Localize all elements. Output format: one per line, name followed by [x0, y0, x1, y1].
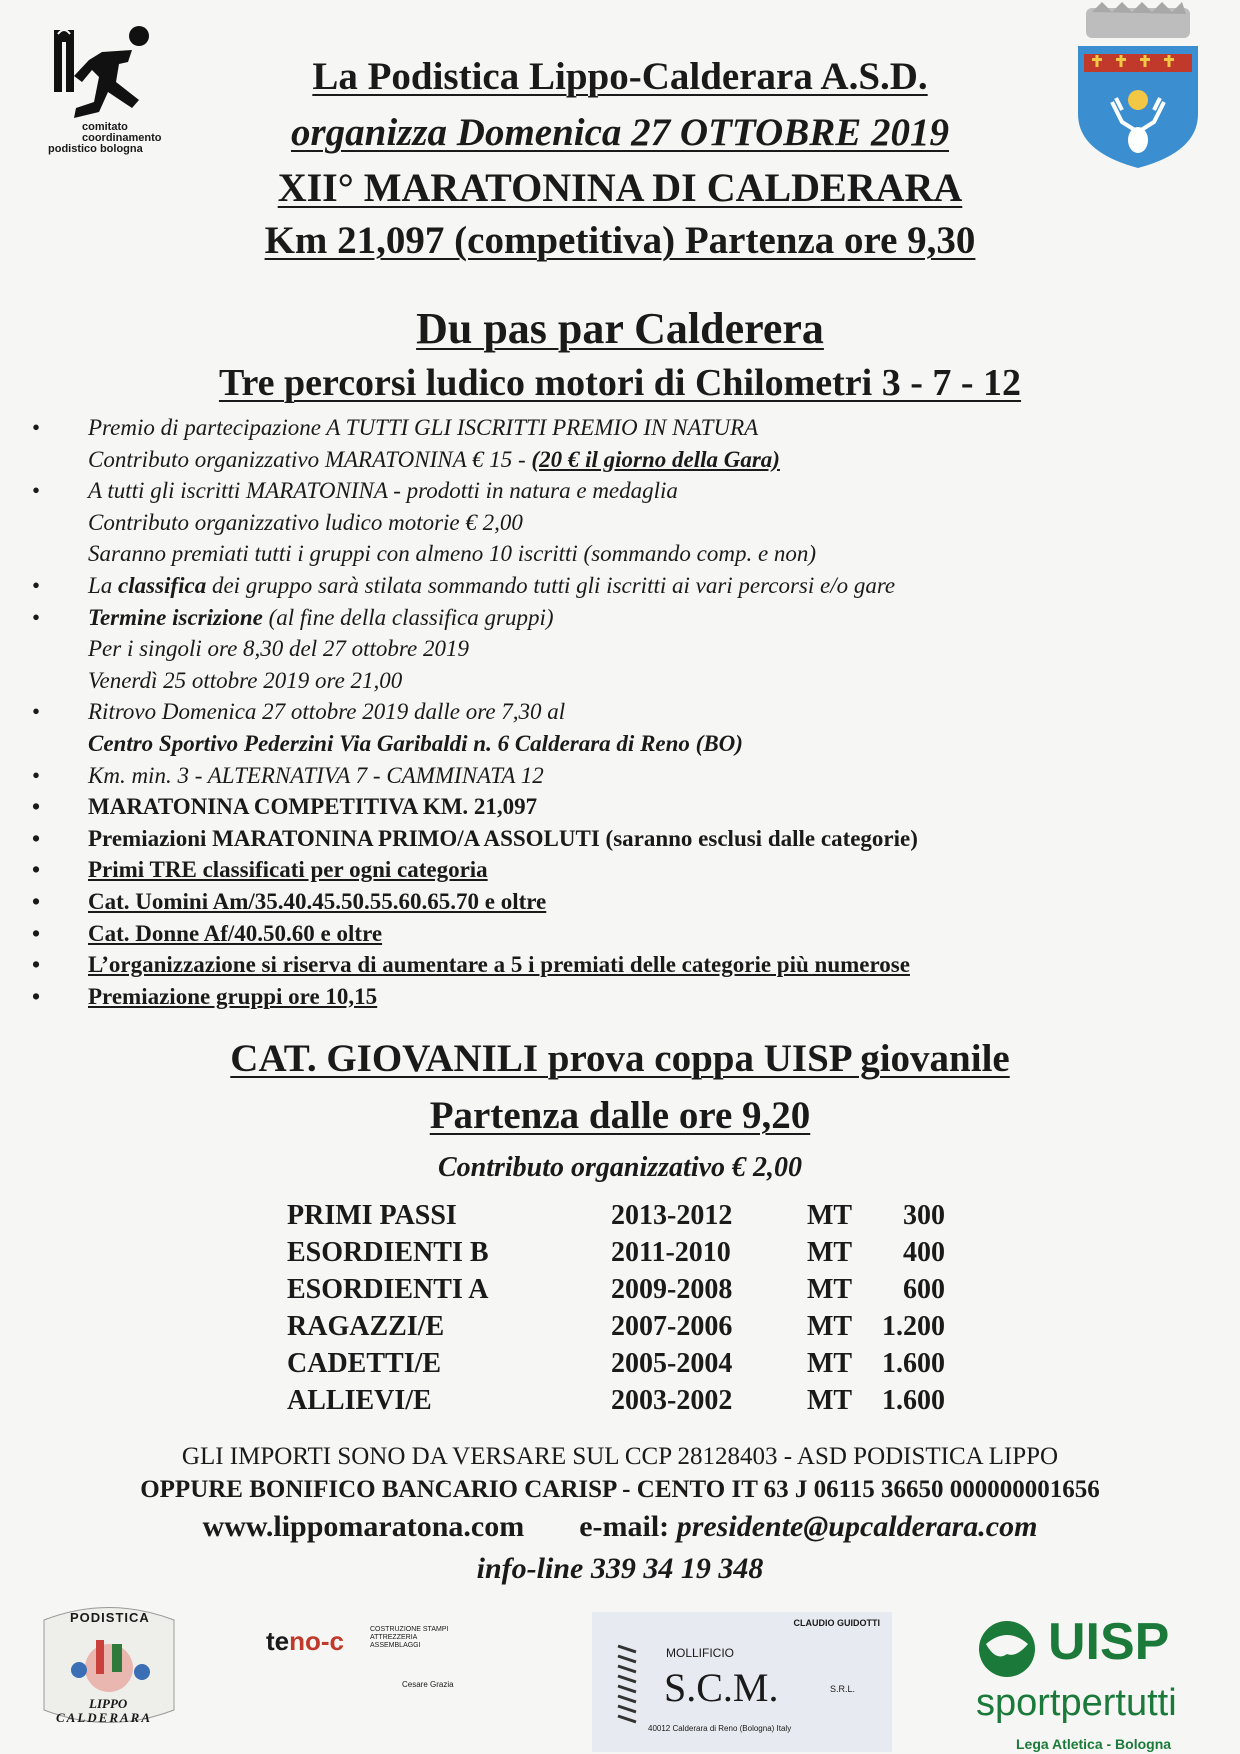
list-item: • La classifica dei gruppo sarà stilata sommando tutti gli iscritti ai vari percorsi e/o gare [32, 572, 896, 598]
sponsor-uisp [968, 1612, 1224, 1752]
payment-ccp: GLI IMPORTI SONO DA VERSARE SUL CCP 28128403 - ASD PODISTICA LIPPO [181, 1443, 1059, 1470]
scm-suffix: S.R.L. [830, 1684, 856, 1694]
scm-brand: S.C.M. [664, 1665, 779, 1710]
uisp-sub: Lega Atletica - Bologna [1016, 1736, 1172, 1752]
email-link[interactable]: presidente@upcalderara.com [676, 1510, 1038, 1543]
list-item: • L’organizzazione si riserva di aumentare a 5 i premiati delle categorie più numerose [32, 952, 910, 978]
category-row: ESORDIENTI A 2009-2008 MT 600 [287, 1274, 945, 1305]
list-item: • Km. min. 3 - ALTERNATIVA 7 - CAMMINATA 12 [32, 762, 544, 788]
list-item: Venerdì 25 ottobre 2019 ore 21,00 [88, 667, 403, 693]
sponsor-scm [592, 1612, 892, 1752]
sponsor-podistica [34, 1600, 184, 1730]
category-row: RAGAZZI/E 2007-2006 MT 1.200 [287, 1311, 945, 1342]
tecnoc-contact: Cesare Grazia [402, 1680, 454, 1689]
list-item: • Termine iscrizione (al fine della classifica gruppi) [32, 604, 554, 630]
podistica-top: PODISTICA [70, 1610, 150, 1625]
contact-line [0, 1510, 1240, 1544]
youth-start: Partenza dalle ore 9,20 [429, 1094, 811, 1137]
list-item: Contributo organizzativo MARATONINA € 15 - (20 € il giorno della Gara) [88, 446, 780, 472]
category-row: PRIMI PASSI 2013-2012 MT 300 [287, 1200, 945, 1231]
payment-bank: OPPURE BONIFICO BANCARIO CARISP - CENTO IT 63 J 06115 36650 000000001656 [140, 1476, 1100, 1503]
list-item: • Cat. Donne Af/40.50.60 e oltre [32, 920, 383, 946]
date-line: organizza Domenica 27 OTTOBRE 2019 [290, 111, 949, 154]
list-item: • Premio di partecipazione A TUTTI GLI ISCRITTI PREMIO IN NATURA [32, 415, 759, 440]
uisp-brand: UISP [1048, 1613, 1170, 1671]
list-item: Per i singoli ore 8,30 del 27 ottobre 2019 [88, 636, 469, 662]
logo-text-2: coordinamento [82, 132, 162, 144]
distance-line: Km 21,097 (competitiva) Partenza ore 9,30 [264, 219, 976, 262]
category-row: ESORDIENTI B 2011-2010 MT 400 [287, 1237, 945, 1268]
list-item: • Primi TRE classificati per ogni categoria [32, 857, 488, 883]
list-item: Saranno premiati tutti i gruppi con almeno 10 iscritti (sommando comp. e non) [88, 541, 817, 567]
uisp-tagline: sportpertutti [976, 1682, 1177, 1724]
uisp-globe-icon [976, 1618, 1038, 1680]
scm-label: MOLLIFICIO [666, 1646, 735, 1660]
youth-title: CAT. GIOVANILI prova coppa UISP giovanile [230, 1037, 1010, 1080]
subtitle: Du pas par Calderera [416, 304, 824, 353]
podistica-bottom-1: LIPPO [89, 1696, 128, 1711]
tecnoc-tagline: COSTRUZIONE STAMPI ATTREZZERIA ASSEMBLAGGI [370, 1626, 449, 1649]
list-item: • Cat. Uomini Am/35.40.45.50.55.60.65.70 e oltre [32, 888, 547, 914]
list-item: • Premiazione gruppi ore 10,15 [32, 983, 378, 1009]
logo-text-1: comitato [82, 121, 128, 133]
infoline: info-line 339 34 19 348 [476, 1552, 764, 1585]
scm-header: CLAUDIO GUIDOTTI [793, 1618, 880, 1628]
logo-text-3: podistico bologna [48, 143, 143, 155]
website-link[interactable]: www.lippomaratona.com [202, 1510, 525, 1543]
youth-contribution: Contributo organizzativo € 2,00 [437, 1152, 803, 1183]
event-title: XII° MARATONINA DI CALDERARA [277, 165, 963, 210]
list-item: Contributo organizzativo ludico motorie € 2,00 [88, 509, 523, 535]
scm-address: 40012 Calderara di Reno (Bologna) Italy [648, 1724, 792, 1733]
org-title: La Podistica Lippo-Calderara A.S.D. [312, 55, 928, 98]
list-item: • Ritrovo Domenica 27 ottobre 2019 dalle ore 7,30 al [32, 699, 566, 725]
podistica-bottom-2: CALDERARA [56, 1710, 153, 1725]
list-item: • Premiazioni MARATONINA PRIMO/A ASSOLUTI (saranno esclusi dalle categorie) [32, 825, 918, 851]
sponsor-tecnoc [262, 1612, 492, 1737]
info-list [28, 412, 1208, 1012]
tecnoc-logo: teno-c [266, 1626, 345, 1656]
email-label: e-mail: [579, 1510, 670, 1543]
list-item: • A tutti gli iscritti MARATONINA - prodotti in natura e medaglia [32, 478, 678, 504]
spring-icon [616, 1642, 638, 1728]
category-row: ALLIEVI/E 2003-2002 MT 1.600 [287, 1385, 945, 1416]
category-row: CADETTI/E 2005-2004 MT 1.600 [287, 1348, 945, 1379]
routes-line: Tre percorsi ludico motori di Chilometri 3 - 7 - 12 [218, 362, 1022, 404]
list-item: • MARATONINA COMPETITIVA KM. 21,097 [32, 794, 538, 820]
list-item: Centro Sportivo Pederzini Via Garibaldi n. 6 Calderara di Reno (BO) [88, 730, 743, 756]
